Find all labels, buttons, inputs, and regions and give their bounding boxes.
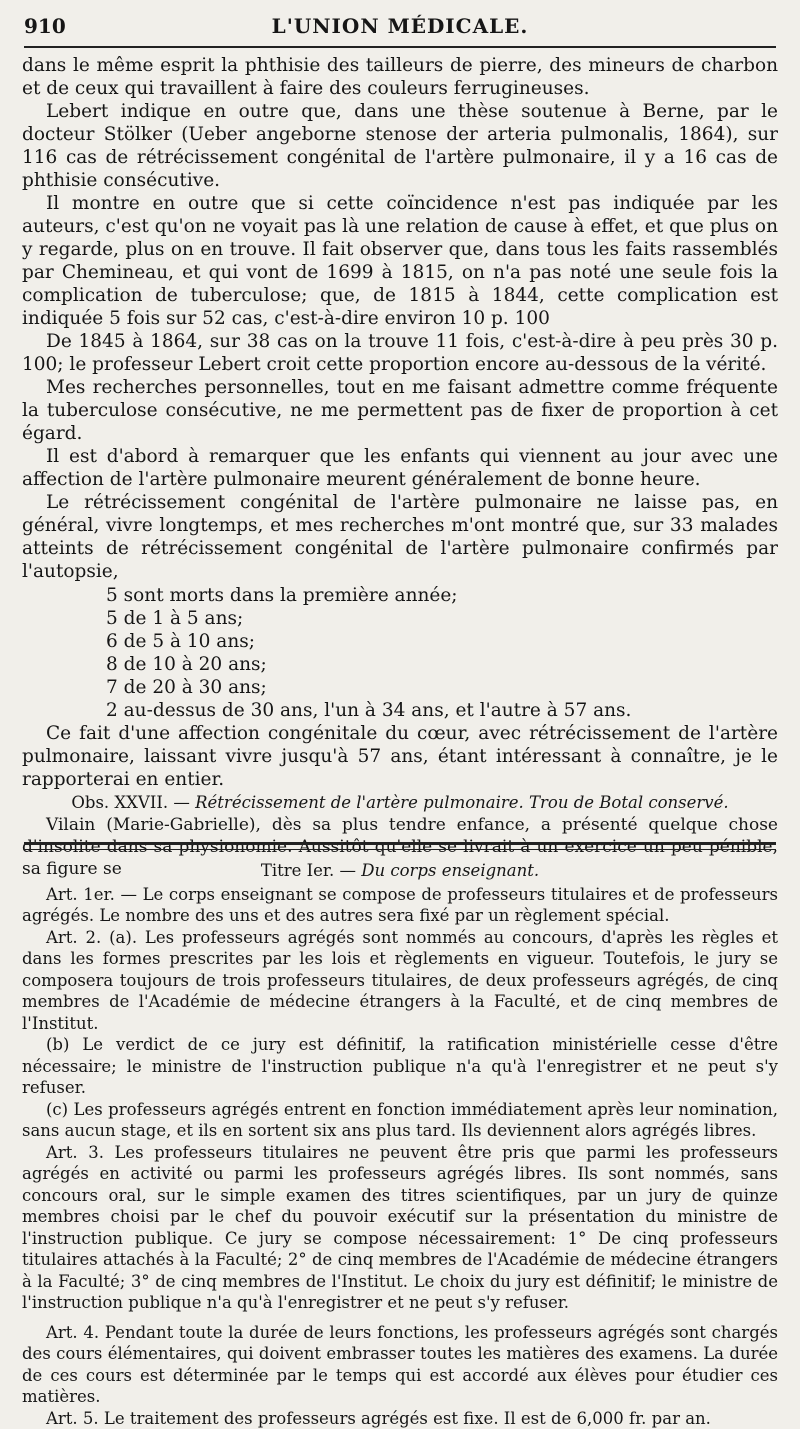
paragraph: Ce fait d'une affection congénitale du cœur, avec rétrécissement de l'artère pulmonaire, laissant vivre jusqu'à 57 ans, étant intéressant à connaître, je le rapporterai en entier. (22, 722, 778, 791)
article-2a: Art. 2. (a). Les professeurs agrégés sont nommés au concours, d'après les règles et dans les formes prescrites par les lois et règlements en vigueur. Toutefois, le jury se composera toujours de trois professeurs titulaires, de deux professeurs agrégés, de cinq membres de l'Académie de médecine étrangers à la Faculté, et de cinq membres de l'Institut. (22, 927, 778, 1035)
age-list (106, 584, 778, 722)
titre-text: Du corps enseignant. (361, 861, 539, 880)
list-item: 8 de 10 à 20 ans; (106, 653, 778, 676)
list-item: 5 sont morts dans la première année; (106, 584, 778, 607)
paragraph: dans le même esprit la phthisie des tailleurs de pierre, des mineurs de charbon et de ceux qui travaillent à faire des couleurs ferrugineuses. (22, 54, 778, 100)
article-5: Art. 5. Le traitement des professeurs agrégés est fixe. Il est de 6,000 fr. par an. (22, 1408, 778, 1429)
article-1: Art. 1er. — Le corps enseignant se compose de professeurs titulaires et de professeurs agrégés. Le nombre des uns et des autres sera fixé par un règlement spécial. (22, 884, 778, 927)
article-2c: (c) Les professeurs agrégés entrent en fonction immédiatement après leur nomination, sans aucun stage, et ils en sortent six ans plus tard. Ils deviennent alors agrégés libres. (22, 1099, 778, 1142)
regulation-section (22, 860, 778, 1429)
paragraph: Le rétrécissement congénital de l'artère pulmonaire ne laisse pas, en général, vivre longtemps, et mes recherches m'ont montré que, sur 33 malades atteints de rétrécissement congénital de l'artère pulmonaire confirmés par l'autopsie, (22, 491, 778, 583)
observation-heading (22, 791, 778, 814)
page-number: 910 (24, 14, 66, 38)
list-item: 5 de 1 à 5 ans; (106, 607, 778, 630)
page-header (24, 8, 776, 44)
observation-number: Obs. XXVII. — (71, 793, 189, 812)
article-3: Art. 3. Les professeurs titulaires ne peuvent être pris que parmi les professeurs agrégés en activité ou parmi les professeurs agrégés libres. Ils sont nommés, sans concours oral, sur le simple examen des titres scientifiques, par un jury de quinze membres choisi par le chef du pouvoir exécutif sur la présentation du ministre de l'instruction publique. Ce jury se compose nécessairement: 1° De cinq professeurs titulaires attachés à la Faculté; 2° de cinq membres de l'Académie de médecine étrangers à la Faculté; 3° de cinq membres de l'Institut. Le choix du jury est définitif; le ministre de l'instruction publique n'a qu'à l'enregistrer et ne peut s'y refuser. (22, 1142, 778, 1314)
list-item: 2 au-dessus de 30 ans, l'un à 34 ans, et l'autre à 57 ans. (106, 699, 778, 722)
paragraph: Il est d'abord à remarquer que les enfants qui viennent au jour avec une affection de l'artère pulmonaire meurent généralement de bonne heure. (22, 445, 778, 491)
observation-title: Rétrécissement de l'artère pulmonaire. Trou de Botal conservé. (195, 793, 729, 812)
list-item: 6 de 5 à 10 ans; (106, 630, 778, 653)
paragraph: De 1845 à 1864, sur 38 cas on la trouve 11 fois, c'est-à-dire à peu près 30 p. 100; le professeur Lebert croit cette proportion encore au-dessous de la vérité. (22, 330, 778, 376)
section-title (22, 860, 778, 882)
header-rule (24, 46, 776, 48)
titre-label: Titre Ier. — (261, 861, 356, 880)
paragraph: Mes recherches personnelles, tout en me faisant admettre comme fréquente la tuberculose consécutive, ne me permettent pas de fixer de proportion à cet égard. (22, 376, 778, 445)
section-divider (24, 842, 776, 850)
paragraph: Lebert indique en outre que, dans une thèse soutenue à Berne, par le docteur Stölker (Ueber angeborne stenose der arteria pulmonalis, 1864), sur 116 cas de rétrécissement congénital de l'artère pulmonaire, il y a 16 cas de phthisie consécutive. (22, 100, 778, 192)
running-title: L'UNION MÉDICALE. (24, 14, 776, 38)
article-section (22, 54, 778, 880)
article-2b: (b) Le verdict de ce jury est définitif, la ratification ministérielle cesse d'être nécessaire; le ministre de l'instruction publique n'a qu'à l'enregistrer et ne peut s'y refuser. (22, 1034, 778, 1099)
list-item: 7 de 20 à 30 ans; (106, 676, 778, 699)
article-4: Art. 4. Pendant toute la durée de leurs fonctions, les professeurs agrégés sont chargés des cours élémentaires, qui doivent embrasser toutes les matières des examens. La durée de ces cours est déterminée par le temps qui est accordé aux élèves pour étudier ces matières. (22, 1322, 778, 1408)
paragraph: Il montre en outre que si cette coïncidence n'est pas indiquée par les auteurs, c'est qu'on ne voyait pas là une relation de cause à effet, et que plus on y regarde, plus on en trouve. Il fait observer que, dans tous les faits rassemblés par Chemineau, et qui vont de 1699 à 1815, on n'a pas noté une seule fois la complication de tuberculose; que, de 1815 à 1844, cette complication est indiquée 5 fois sur 52 cas, c'est-à-dire environ 10 p. 100 (22, 192, 778, 330)
observation-body: Vilain (Marie-Gabrielle), dès sa plus tendre enfance, a présenté quelque chose d'insolite dans sa physionomie. Aussitôt qu'elle se livrait à un exercice un peu pénible, sa figure se (22, 814, 778, 880)
